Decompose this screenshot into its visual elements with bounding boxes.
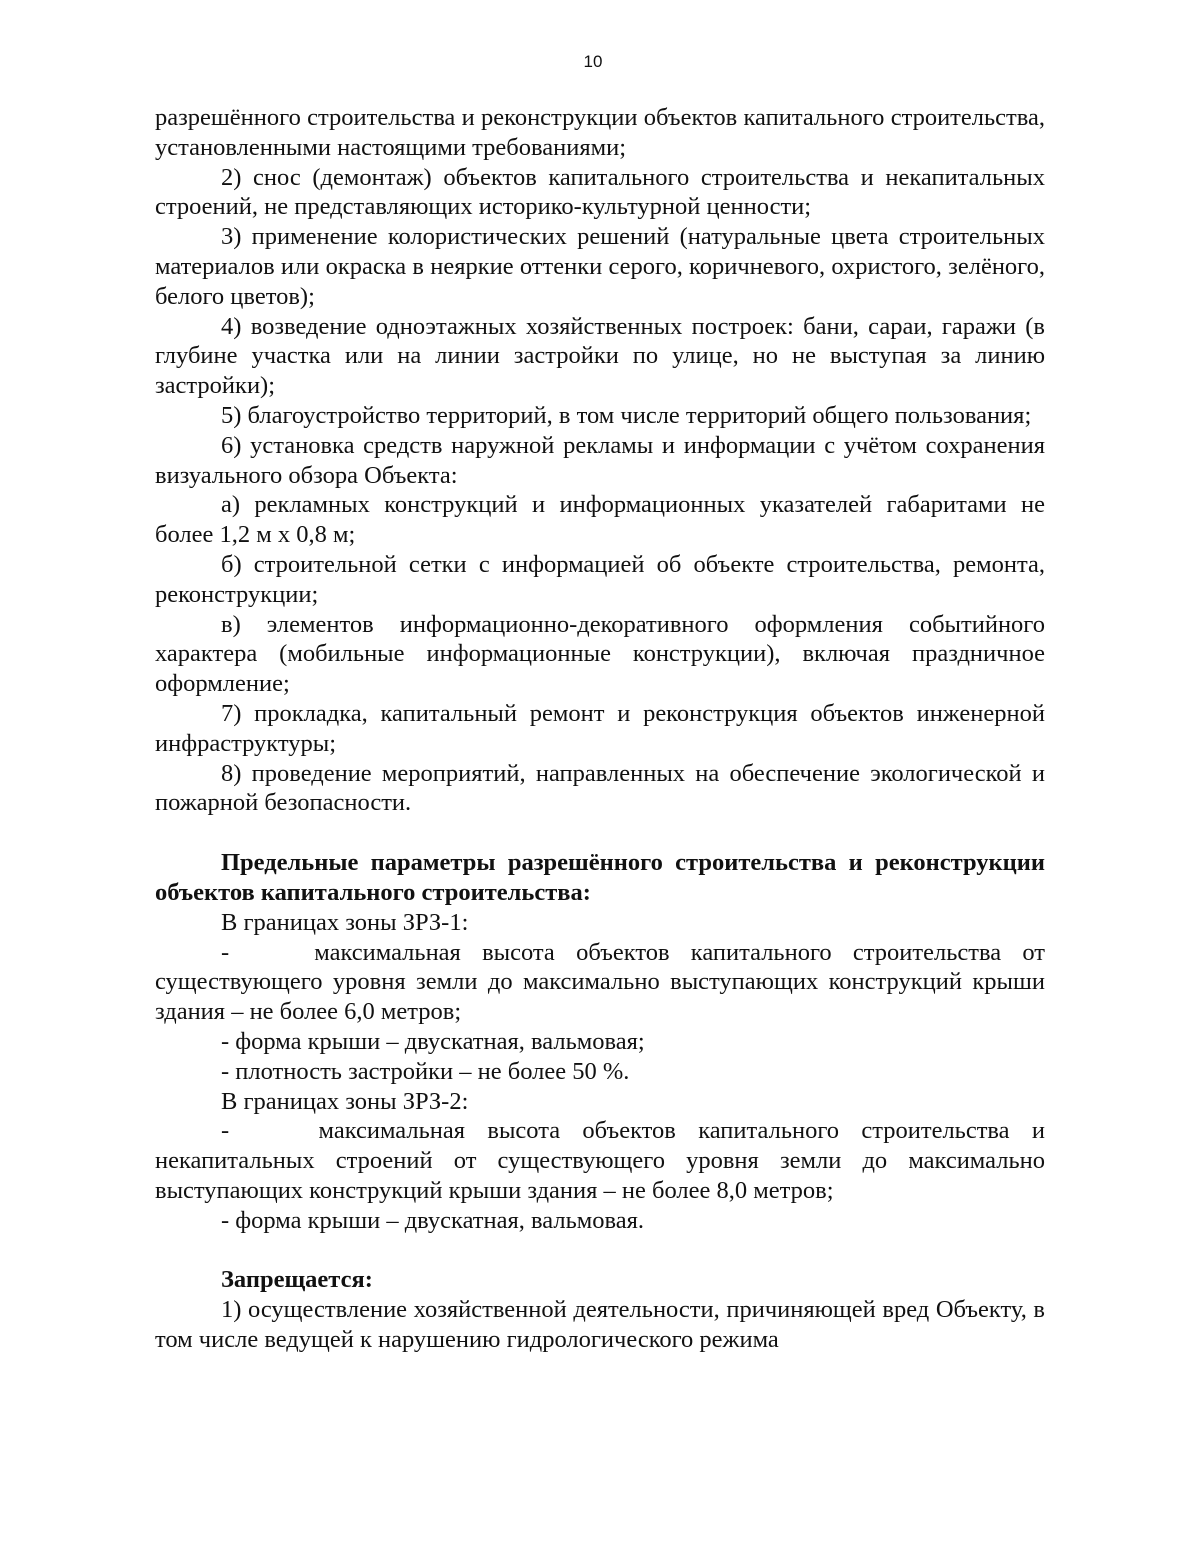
zone1-title: В границах зоны ЗРЗ-1: [221, 908, 469, 936]
zone1-item-height: - максимальная высота объектов капитального строительства от существующего уровня земли до максимально выступающих конструкций крыши здания – не более 6,0 метров; [155, 938, 1045, 1026]
zone1-item-density: - плотность застройки – не более 50 %. [221, 1057, 630, 1085]
list-item-7: 7) прокладка, капитальный ремонт и реконструкция объектов инженерной инфраструктуры; [155, 699, 1045, 757]
paragraph-continuation: разрешённого строительства и реконструкции объектов капитального строительства, установленными настоящими требованиями; [155, 104, 1045, 161]
list-item-8: 8) проведение мероприятий, направленных на обеспечение экологической и пожарной безопасности. [155, 759, 1045, 817]
zone2-item-height: - максимальная высота объектов капитального строительства и некапитальных строений от существующего уровня земли до максимально выступающих конструкций крыши здания – не более 8,0 метров; [155, 1117, 1045, 1204]
sub-item-b: б) строительной сетки с информацией об объекте строительства, ремонта, реконструкции; [155, 550, 1045, 608]
sub-item-a: а) рекламных конструкций и информационных указателей габаритами не более 1,2 м х 0,8 м; [155, 491, 1045, 549]
list-item-6: 6) установка средств наружной рекламы и информации с учётом сохранения визуального обзора Объекта: [155, 431, 1045, 489]
zone2-title: В границах зоны ЗРЗ-2: [221, 1087, 469, 1115]
section-spacer [155, 1235, 1045, 1265]
zone1-item-roof: - форма крыши – двускатная, вальмовая; [221, 1027, 645, 1055]
prohibited-heading: Запрещается: [221, 1266, 373, 1294]
zone2-item-roof: - форма крыши – двускатная, вальмовая. [221, 1206, 645, 1234]
list-item-4: 4) возведение одноэтажных хозяйственных построек: бани, сараи, гаражи (в глубине участка или на линии застройки по улице, но не выступая за линию застройки); [155, 312, 1045, 400]
sub-item-v: в) элементов информационно-декоративного оформления событийного характера (мобильные информационные конструкции), включая праздничное оформление; [155, 610, 1045, 698]
list-item-3: 3) применение колористических решений (натуральные цвета строительных материалов или окраска в неяркие оттенки серого, коричневого, охристого, зелёного, белого цветов); [155, 223, 1045, 310]
list-item-2: 2) снос (демонтаж) объектов капитального строительства и некапитальных строений, не представляющих историко-культурной ценности; [155, 163, 1045, 221]
limits-heading: Предельные параметры разрешённого строительства и реконструкции объектов капитального строительства: [155, 849, 1045, 906]
section-spacer [155, 818, 1045, 848]
prohibited-item-1: 1) осуществление хозяйственной деятельности, причиняющей вред Объекту, в том числе ведущей к нарушению гидрологического режима [155, 1296, 1045, 1354]
document-body [155, 103, 1045, 1355]
page-number: 10 [583, 52, 603, 71]
list-item-5: 5) благоустройство территорий, в том числе территорий общего пользования; [221, 401, 1032, 429]
